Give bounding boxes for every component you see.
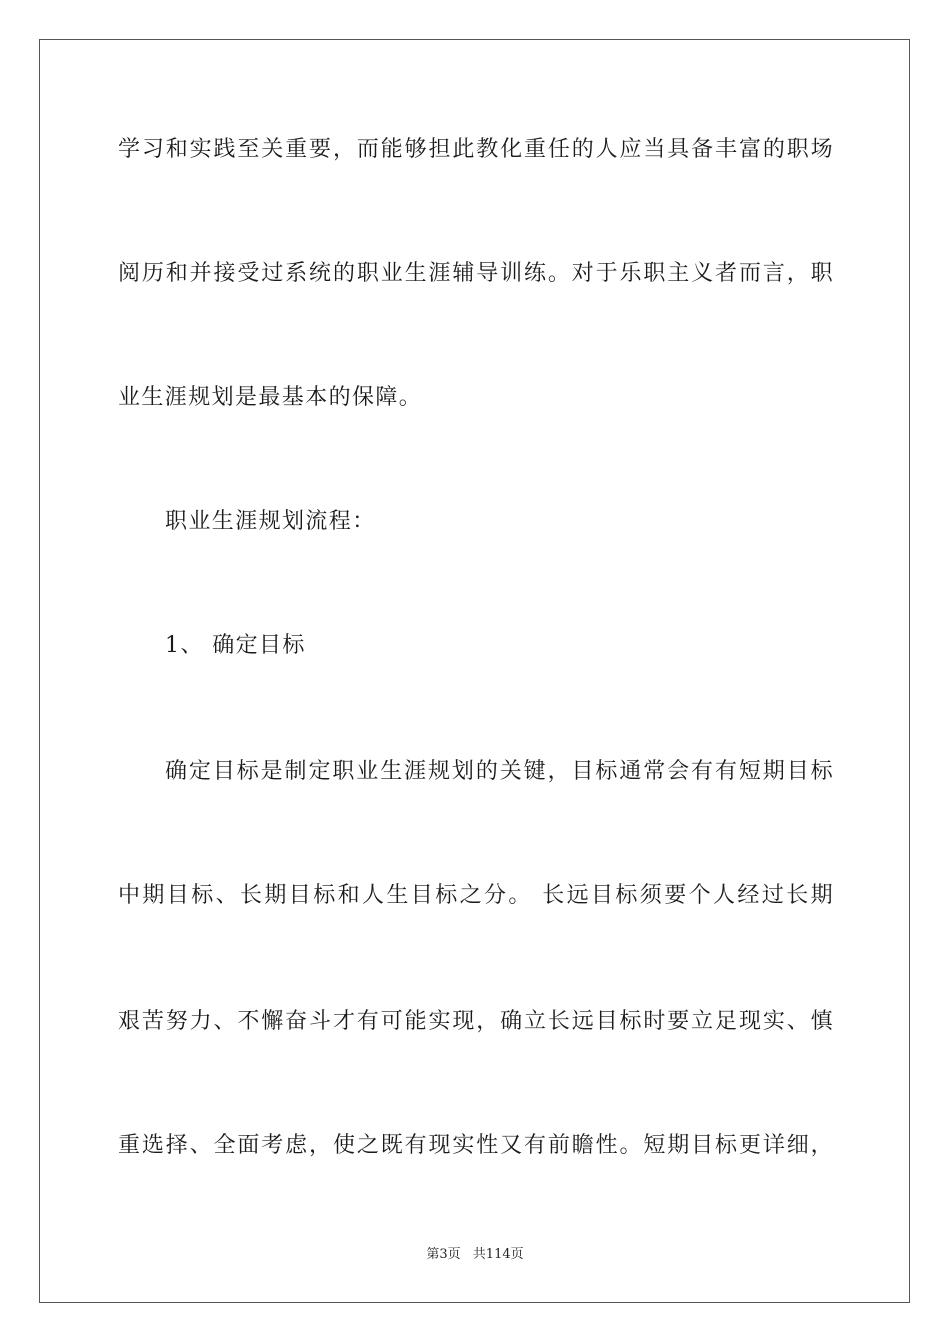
- body-text-line: 确定目标是制定职业生涯规划的关键，目标通常会有有短期目标: [165, 759, 834, 784]
- total-pages: 共114页: [472, 1247, 524, 1262]
- section-heading: 职业生涯规划流程：: [165, 509, 376, 534]
- body-text-line: 学习和实践至关重要，而能够担此教化重任的人应当具备丰富的职场: [118, 137, 834, 162]
- body-text-line: 中期目标、长期目标和人生目标之分。 长远目标须要个人经过长期: [118, 883, 834, 908]
- page-number: 第3页: [426, 1247, 461, 1262]
- list-item-heading: 1、 确定目标: [165, 633, 306, 658]
- body-text-line: 阅历和并接受过系统的职业生涯辅导训练。对于乐职主义者而言，职: [118, 261, 834, 286]
- body-text-line: 业生涯规划是最基本的保障。: [118, 385, 423, 410]
- body-text-line: 重选择、全面考虑，使之既有现实性又有前瞻性。短期目标更详细，: [118, 1133, 834, 1158]
- page-border: [39, 39, 910, 1303]
- body-text-line: 艰苦努力、不懈奋斗才有可能实现，确立长远目标时要立足现实、慎: [118, 1009, 834, 1034]
- page-footer: [0, 1246, 950, 1264]
